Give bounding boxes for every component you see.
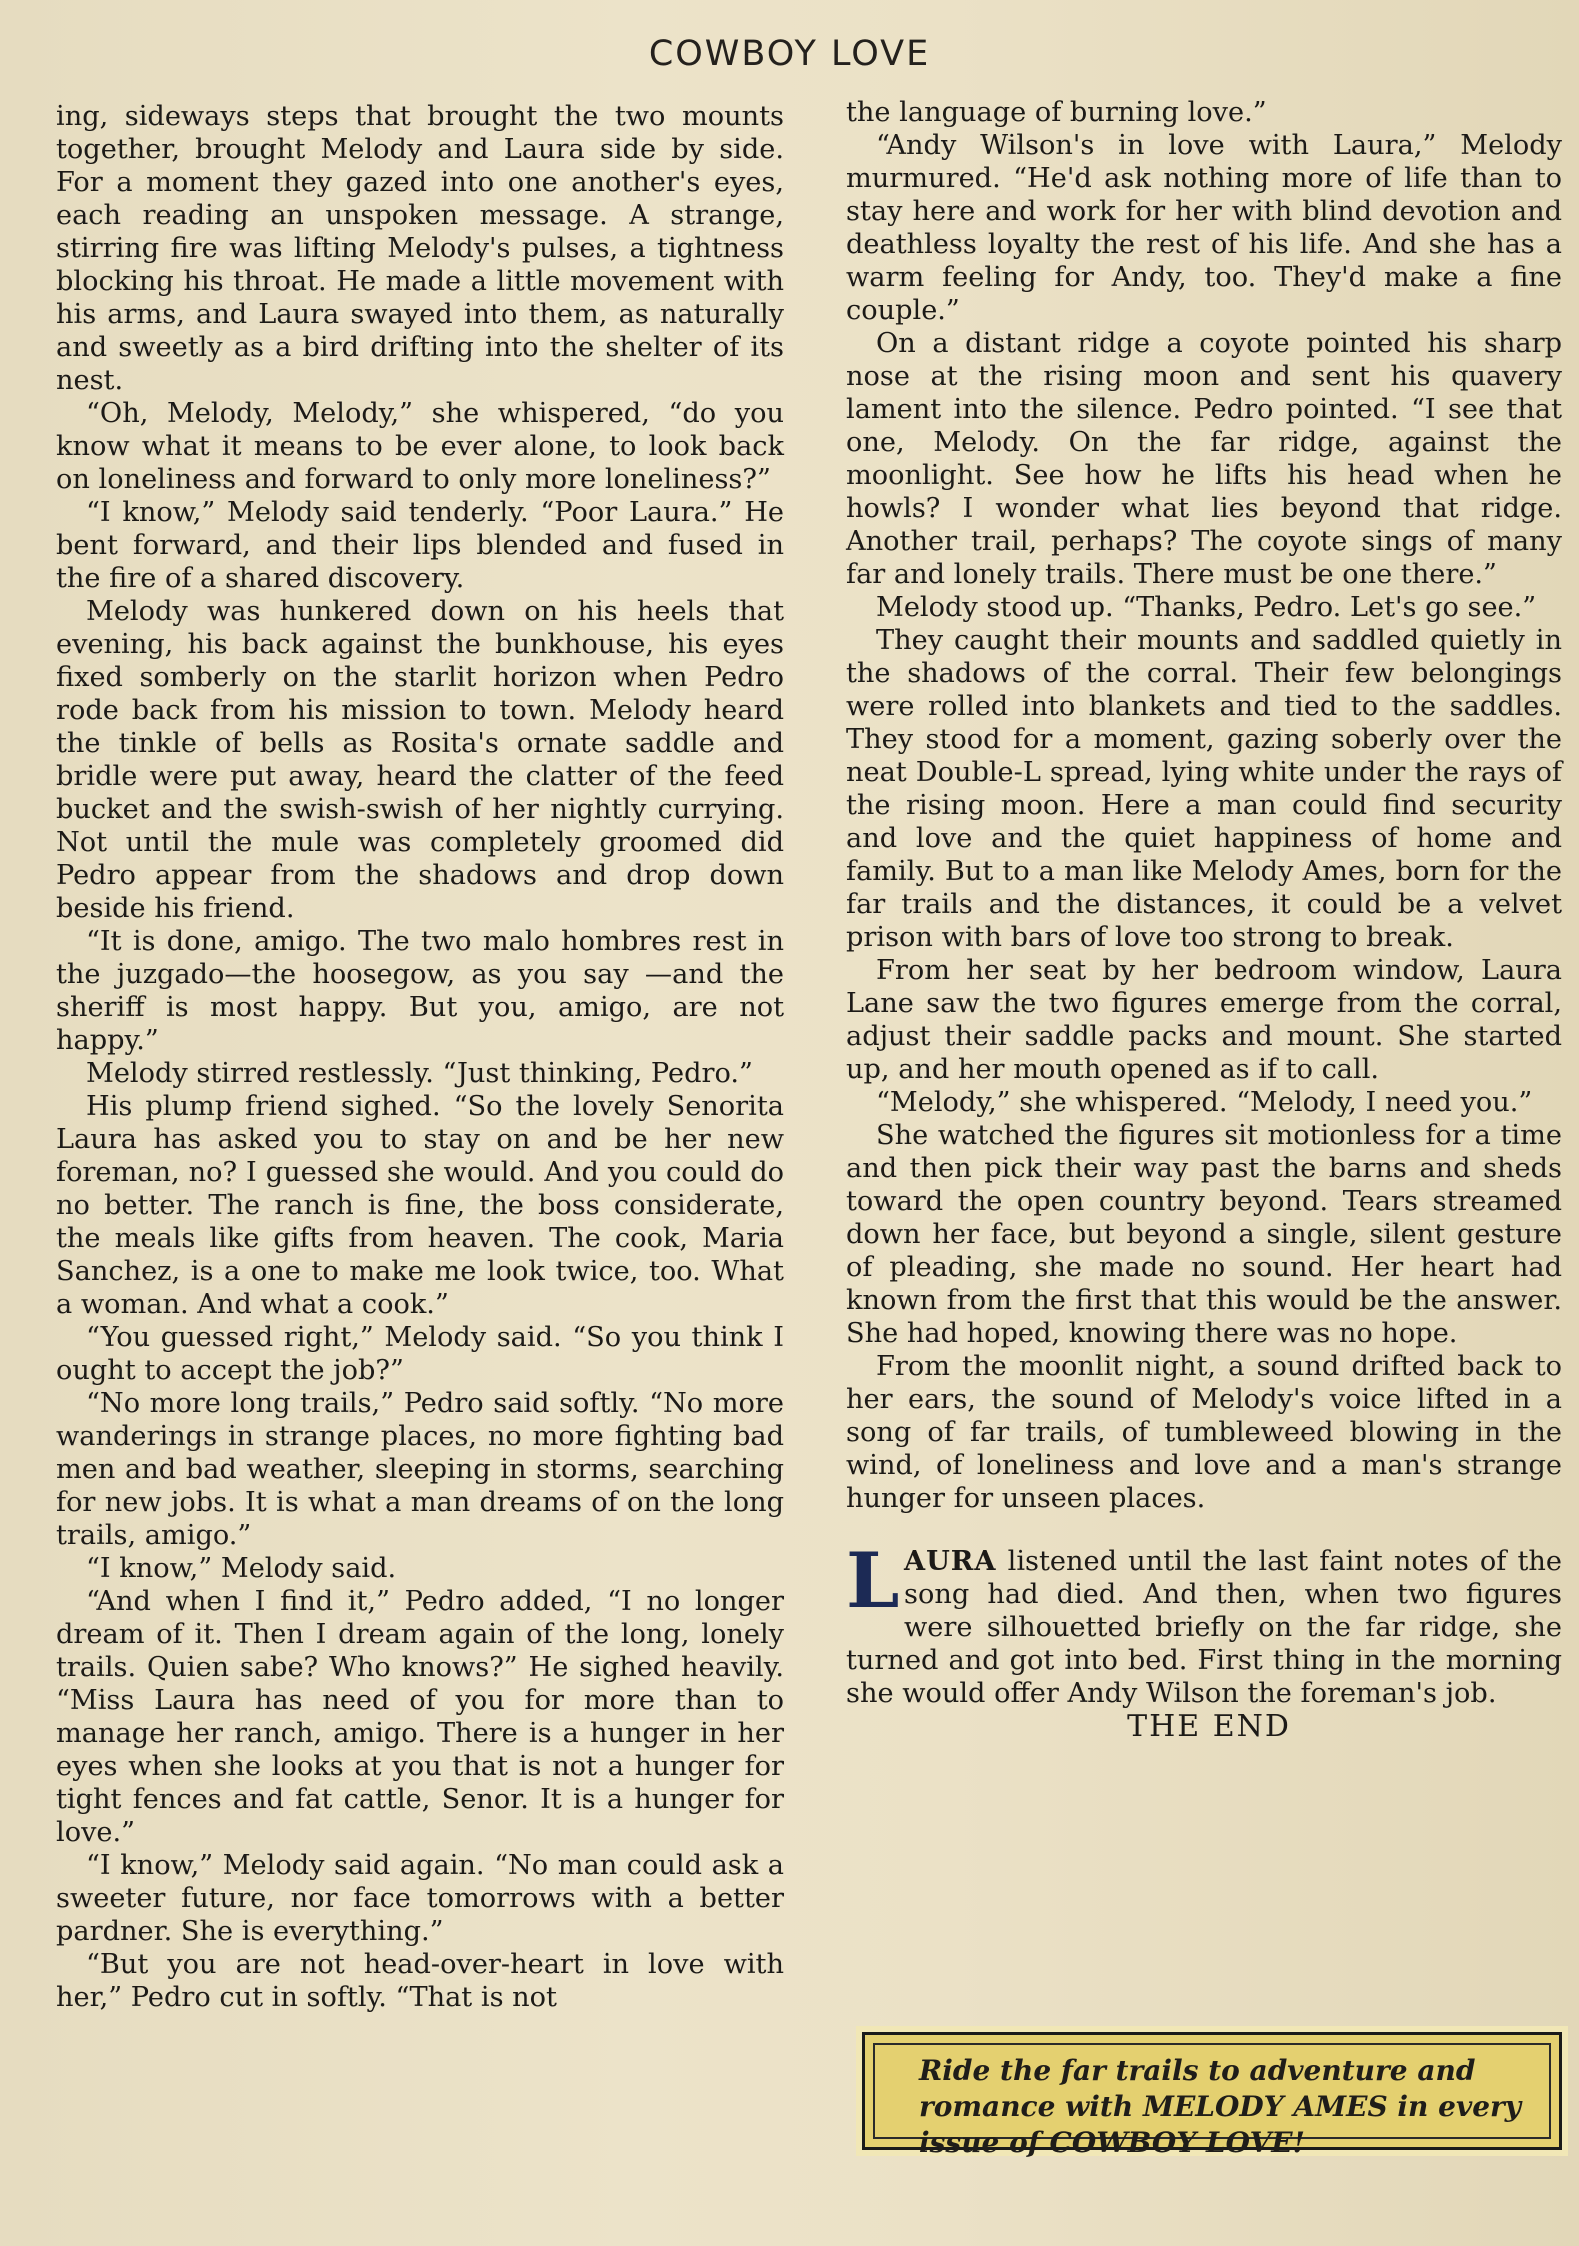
drop-cap: L [846, 1536, 900, 1625]
final-paragraph-text: listened until the last faint notes of the song had died. And then, when two figures were silhouetted briefly on the far ridge, she turned and got into bed. First thing in the morning she would offer Andy Wilson the foreman's job. [846, 1546, 1562, 1709]
paragraph: “You guessed right,” Melody said. “So you think I ought to accept the job?” [56, 1322, 784, 1386]
paragraph: “I know,” Melody said. [86, 1553, 397, 1584]
the-end-label: THE END [1127, 1709, 1291, 1744]
paragraph: “Andy Wilson's in love with Laura,” Melody murmured. “He'd ask nothing more of life than to stay here and work for her with blind devotion and deathless loyalty the rest of his life. And she has a warm feeling for Andy, too. They'd make a fine couple.” [846, 130, 1562, 326]
paragraph: She watched the figures sit motionless for a time and then pick their way past the barns and sheds toward the open country beyond. Tears streamed down her face, but beyond a single, silent gesture of pleading, she made no sound. Her heart had known from the first that this would be the answer. She had hoped, knowing there was no hope. [846, 1120, 1562, 1349]
page-header: COWBOY LOVE [648, 34, 931, 74]
paragraph: “Oh, Melody, Melody,” she whispered, “do you know what it means to be ever alone, to look back on loneliness and forward to only more loneliness?” [56, 398, 784, 495]
final-paragraph [846, 1536, 1562, 1710]
paragraph: “Melody,” she whispered. “Melody, I need you.” [876, 1087, 1533, 1118]
paragraph: the language of burning love.” [846, 97, 1267, 128]
paragraph: “And when I find it,” Pedro added, “I no longer dream of it. Then I dream again of the long, lonely trails. Quien sabe? Who knows?” He sighed heavily. “Miss Laura has need of you for more than to manage her ranch, amigo. There is a hunger in her eyes when she looks at you that is not a hunger for tight fences and fat cattle, Senor. It is a hunger for love.” [56, 1586, 784, 1848]
paragraph: “But you are not head-over-heart in love with her,” Pedro cut in softly. “That is not [56, 1949, 784, 2013]
paragraph: “No more long trails,” Pedro said softly. “No more wanderings in strange places, no more fighting bad men and bad weather, sleeping in storms, searching for new jobs. It is what a man dreams of on the long trails, amigo.” [56, 1388, 784, 1551]
paragraph: “I know,” Melody said again. “No man could ask a sweeter future, nor face tomorrows with a better pardner. She is everything.” [56, 1850, 784, 1947]
promo-box [862, 2032, 1562, 2159]
paragraph: Melody stirred restlessly. “Just thinking, Pedro.” [86, 1058, 753, 1089]
paragraph: From her seat by her bedroom window, Laura Lane saw the two figures emerge from the corral, adjust their saddle packs and mount. She started up, and her mouth opened as if to call. [846, 955, 1562, 1085]
paragraph: ing, sideways steps that brought the two mounts together, brought Melody and Laura side by side. For a moment they gazed into one another's eyes, each reading an unspoken message. A strange, stirring fire was lifting Melody's pulses, a tightness blocking his throat. He made a little movement with his arms, and Laura swayed into them, as naturally and sweetly as a bird drifting into the shelter of its nest. [56, 101, 784, 396]
paragraph: Melody stood up. “Thanks, Pedro. Let's go see.” [876, 592, 1537, 623]
paragraph: They caught their mounts and saddled quietly in the shadows of the corral. Their few belongings were rolled into blankets and tied to the saddles. They stood for a moment, gazing soberly over the neat Double-L spread, lying white under the rays of the rising moon. Here a man could find security and love and the quiet happiness of home and family. But to a man like Melody Ames, born for the far trails and the distances, it could be a velvet prison with bars of love too strong to break. [846, 625, 1562, 953]
promo-text: Ride the far trails to adventure and romance with MELODY AMES in every issue of COWBOY LOVE! [873, 2043, 1551, 2139]
paragraph: On a distant ridge a coyote pointed his sharp nose at the rising moon and sent his quavery lament into the silence. Pedro pointed. “I see that one, Melody. On the far ridge, against the moonlight. See how he lifts his head when he howls? I wonder what lies beyond that ridge. Another trail, perhaps? The coyote sings of many far and lonely trails. There must be one there.” [846, 328, 1562, 590]
drop-cap-lead: AURA [904, 1545, 997, 1577]
paragraph: His plump friend sighed. “So the lovely Senorita Laura has asked you to stay on and be her new foreman, no? I guessed she would. And you could do no better. The ranch is fine, the boss considerate, the meals like gifts from heaven. The cook, Maria Sanchez, is a one to make me look twice, too. What a woman. And what a cook.” [56, 1091, 784, 1320]
paragraph: “I know,” Melody said tenderly. “Poor Laura.” He bent forward, and their lips blended and fused in the fire of a shared discovery. [56, 497, 784, 594]
paragraph: Melody was hunkered down on his heels that evening, his back against the bunkhouse, his eyes fixed somberly on the starlit horizon when Pedro rode back from his mission to town. Melody heard the tinkle of bells as Rosita's ornate saddle and bridle were put away, heard the clatter of the feed bucket and the swish-swish of her nightly currying. Not until the mule was completely groomed did Pedro appear from the shadows and drop down beside his friend. [56, 596, 784, 924]
paragraph: From the moonlit night, a sound drifted back to her ears, the sound of Melody's voice lifted in a song of far trails, of tumbleweed blowing in the wind, of loneliness and love and a man's strange hunger for unseen places. [846, 1351, 1562, 1514]
left-column [56, 100, 784, 2014]
paragraph: “It is done, amigo. The two malo hombres rest in the juzgado—the hoosegow, as you say —and the sheriff is most happy. But you, amigo, are not happy.” [56, 926, 784, 1056]
right-column [846, 96, 1562, 1743]
